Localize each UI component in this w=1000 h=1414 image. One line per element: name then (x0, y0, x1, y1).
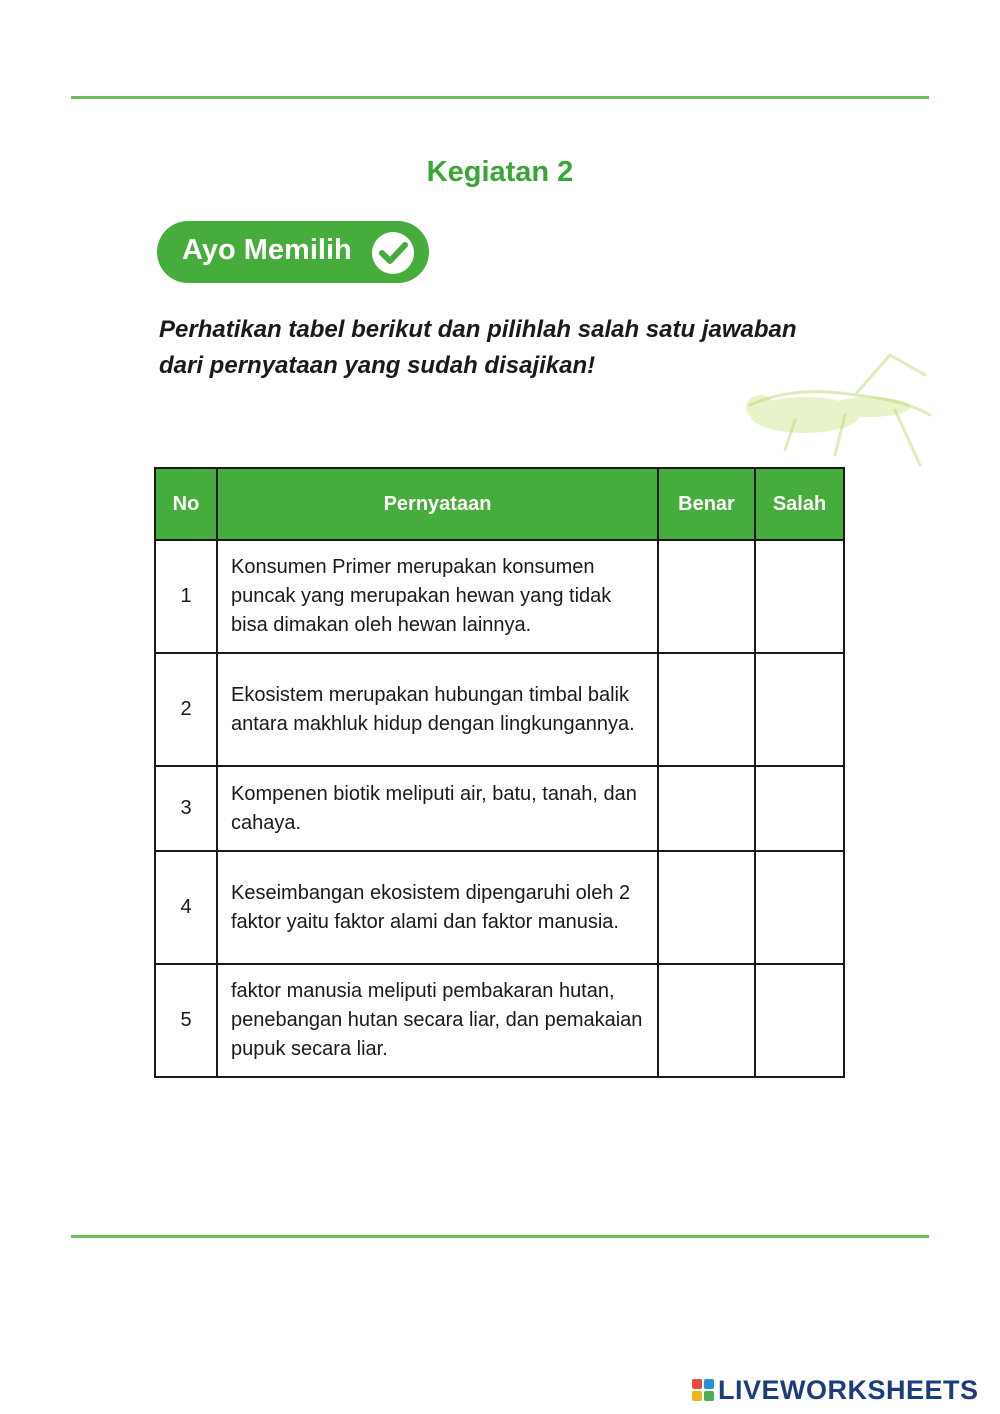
answer-salah-cell[interactable] (755, 766, 844, 851)
answer-benar-cell[interactable] (658, 540, 755, 653)
ayo-memilih-badge (157, 221, 429, 283)
row-number: 1 (155, 540, 217, 653)
statement-text: Ekosistem merupakan hubungan timbal balik antara makhluk hidup dengan lingkungannya. (217, 653, 658, 766)
badge-label: Ayo Memilih (182, 234, 352, 266)
statement-text: faktor manusia meliputi pembakaran hutan, penebangan hutan secara liar, dan pemakaian pupuk secara liar. (217, 964, 658, 1077)
row-number: 3 (155, 766, 217, 851)
table-row (155, 851, 844, 964)
header-benar: Benar (658, 468, 755, 540)
answer-benar-cell[interactable] (658, 653, 755, 766)
bottom-divider (71, 1235, 929, 1238)
statement-text: Konsumen Primer merupakan konsumen puncak yang merupakan hewan yang tidak bisa dimakan oleh hewan lainnya. (217, 540, 658, 653)
answer-benar-cell[interactable] (658, 964, 755, 1077)
top-divider (71, 96, 929, 99)
table-row (155, 540, 844, 653)
answer-salah-cell[interactable] (755, 851, 844, 964)
table-row (155, 766, 844, 851)
answer-salah-cell[interactable] (755, 653, 844, 766)
header-salah: Salah (755, 468, 844, 540)
liveworksheets-logo[interactable] (692, 1374, 979, 1406)
header-no: No (155, 468, 217, 540)
statement-text: Keseimbangan ekosistem dipengaruhi oleh 2 faktor yaitu faktor alami dan faktor manusia. (217, 851, 658, 964)
answer-salah-cell[interactable] (755, 540, 844, 653)
statement-table (154, 467, 845, 1078)
logo-grid-icon (692, 1379, 714, 1401)
answer-benar-cell[interactable] (658, 851, 755, 964)
answer-salah-cell[interactable] (755, 964, 844, 1077)
answer-benar-cell[interactable] (658, 766, 755, 851)
instruction-text: Perhatikan tabel berikut dan pilihlah salah satu jawaban dari pernyataan yang sudah disajikan! (159, 316, 797, 379)
checkmark-icon (371, 231, 415, 275)
statement-text: Kompenen biotik meliputi air, batu, tanah, dan cahaya. (217, 766, 658, 851)
page-title: Kegiatan 2 (426, 156, 574, 188)
row-number: 5 (155, 964, 217, 1077)
row-number: 4 (155, 851, 217, 964)
row-number: 2 (155, 653, 217, 766)
table-row (155, 653, 844, 766)
table-header-row (155, 468, 844, 540)
table-row (155, 964, 844, 1077)
logo-text: LIVEWORKSHEETS (718, 1374, 979, 1405)
header-statement: Pernyataan (217, 468, 658, 540)
